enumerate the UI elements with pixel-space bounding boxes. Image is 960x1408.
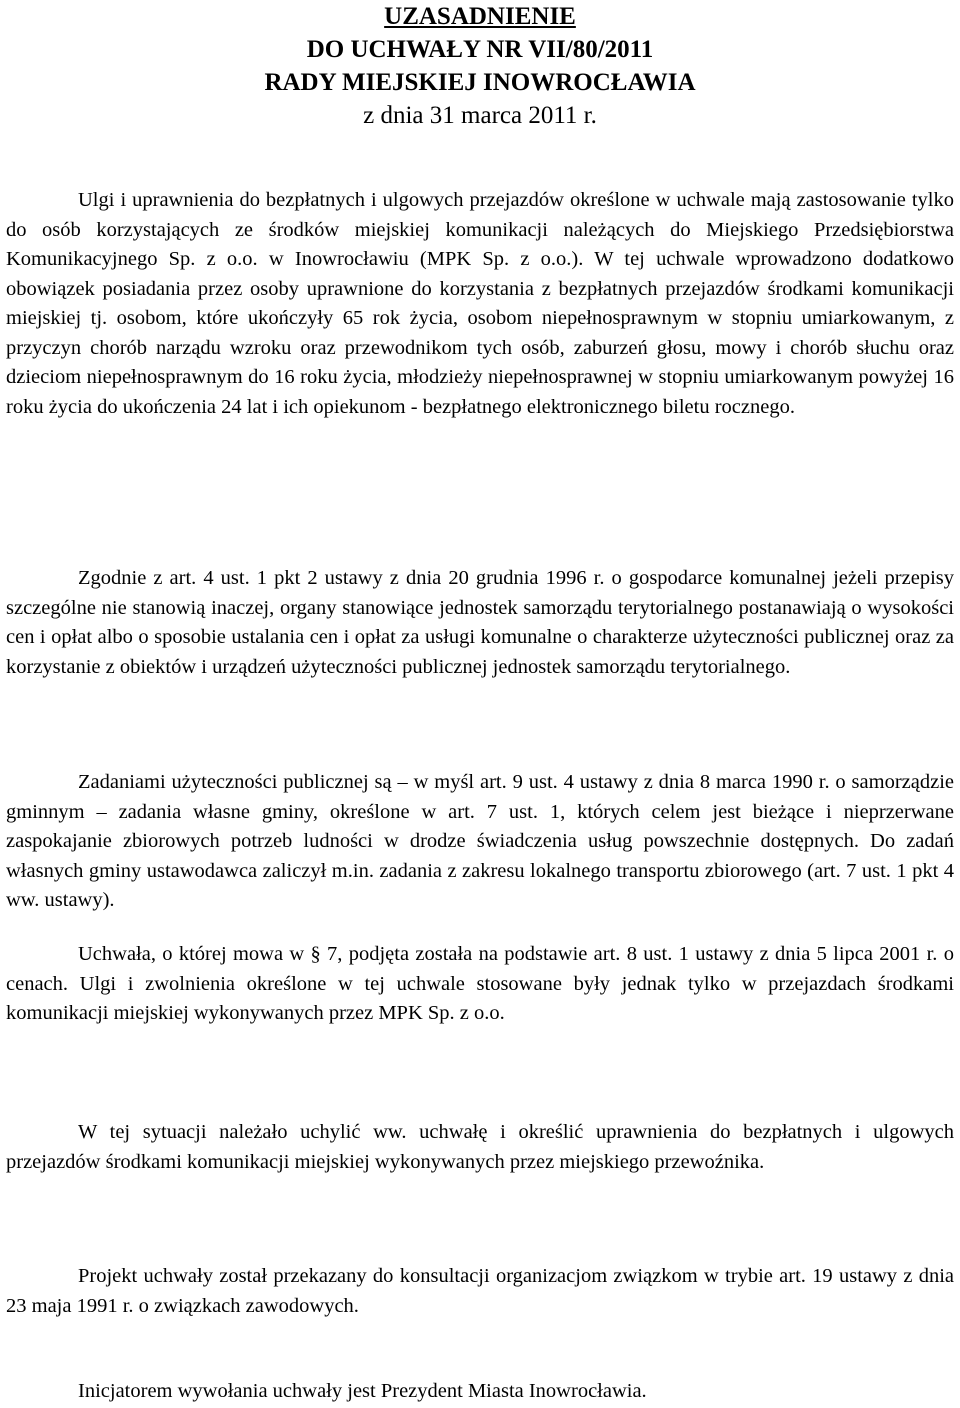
heading-council-name: RADY MIEJSKIEJ INOWROCŁAWIA	[264, 69, 696, 96]
heading-date: z dnia 31 marca 2011 r.	[363, 102, 597, 129]
paragraph-initiator: Inicjatorem wywołania uchwały jest Prezydent Miasta Inowrocławia.	[78, 1380, 647, 1402]
heading-title: UZASADNIENIE	[384, 3, 576, 30]
paragraph-repeal-reason: W tej sytuacji należało uchylić ww. uchwałę i określić uprawnienia do bezpłatnych i ulgowych przejazdów środkami komunikacji miejskiej wykonywanych przez miejskiego przewoźnika.	[6, 1121, 954, 1173]
paragraph-public-utility-tasks: Zadaniami użyteczności publicznej są – w myśl art. 9 ust. 4 ustawy z dnia 8 marca 1990 r. o samorządzie gminnym – zadania własne gminy, określone w art. 7 ust. 1, których celem jest bieżące i nieprzerwane zaspokajanie zbiorowych potrzeb ludności w drodze świadczenia usług powszechnie dostępnych. Do zadań własnych gminy ustawodawca zaliczył m.in. zadania z zakresu lokalnego transportu zbiorowego (art. 7 ust. 1 pkt 4 ww. ustawy).	[6, 771, 954, 911]
paragraph-legal-basis-municipal-economy: Zgodnie z art. 4 ust. 1 pkt 2 ustawy z dnia 20 grudnia 1996 r. o gospodarce komunalnej jeżeli przepisy szczególne nie stanowią inaczej, organy stanowiące jednostek samorządu terytorialnego postanawiają o wysokości cen i opłat albo o sposobie ustalania cen i opłat za usługi komunalne o charakterze użyteczności publicznej oraz za korzystanie z obiektów i urządzeń użyteczności publicznej jednostek samorządu terytorialnego.	[6, 567, 954, 678]
paragraph-consultation: Projekt uchwały został przekazany do konsultacji organizacjom związkom w trybie art. 19 ustawy z dnia 23 maja 1991 r. o związkach zawodowych.	[6, 1265, 954, 1317]
paragraph-previous-resolution: Uchwała, o której mowa w § 7, podjęta została na podstawie art. 8 ust. 1 ustawy z dnia 5 lipca 2001 r. o cenach. Ulgi i zwolnienia określone w tej uchwale stosowane były jednak tylko w przejazdach środkami komunikacji miejskiej wykonywanych przez MPK Sp. z o.o.	[6, 943, 954, 1024]
paragraph-discounts-scope: Ulgi i uprawnienia do bezpłatnych i ulgowych przejazdów określone w uchwale mają zastosowanie tylko do osób korzystających ze środków miejskiej komunikacji należących do Miejskiego Przedsiębiorstwa Komunikacyjnego Sp. z o.o. w Inowrocławiu (MPK Sp. z o.o.). W tej uchwale wprowadzono dodatkowo obowiązek posiadania przez osoby uprawnione do korzystania z bezpłatnych przejazdów środkami komunikacji miejskiej tj. osobom, które ukończyły 65 rok życia, osobom niepełnosprawnym w stopniu umiarkowanym, z przyczyn chorób narządu wzroku oraz przewodnikom tych osób, zaburzeń głosu, mowy i chorób słuchu oraz dzieciom niepełnosprawnym do 16 roku życia, młodzieży niepełnosprawnej w stopniu umiarkowanym powyżej 16 roku życia do ukończenia 24 lat i ich opiekunom - bezpłatnego elektronicznego biletu rocznego.	[6, 189, 954, 418]
heading-resolution-number: DO UCHWAŁY NR VII/80/2011	[306, 36, 654, 63]
document-heading	[0, 0, 960, 132]
